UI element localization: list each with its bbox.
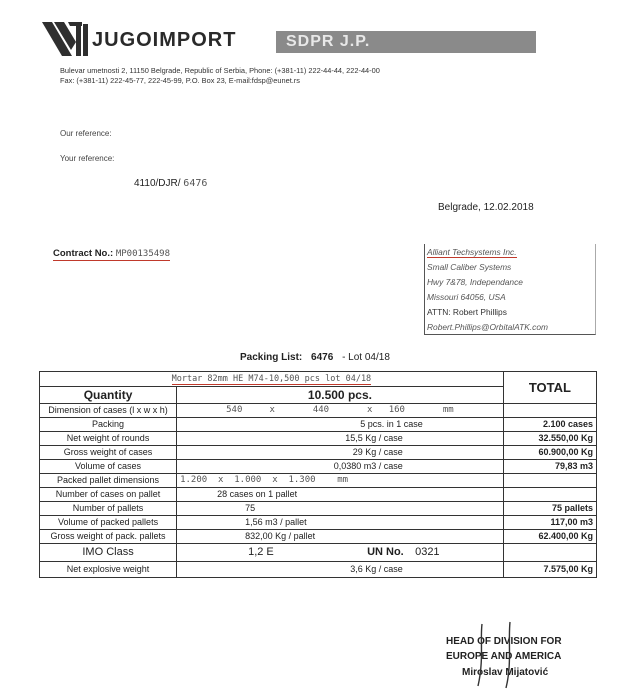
table-row <box>40 372 597 387</box>
brand-subtitle: SDPR J.P. <box>286 33 371 50</box>
row-value: 0,0380 m3 / case <box>177 460 504 474</box>
row-value: 1.200 x 1.000 x 1.300 mm <box>177 474 504 488</box>
row-total: 75 pallets <box>503 502 596 516</box>
packing-list-lot: - Lot 04/18 <box>342 352 390 363</box>
packing-list-title <box>240 352 390 363</box>
table-row <box>40 446 597 460</box>
address-line-2: Fax: (+381-11) 222-45-77, 222-45-99, P.O. Box 23, E-mail:fdsp@eunet.rs <box>60 76 300 85</box>
signature-title-1: HEAD OF DIVISION FOR <box>446 636 562 647</box>
row-total: 79,83 m3 <box>503 460 596 474</box>
row-label: Packed pallet dimensions <box>40 474 177 488</box>
recipient-line-6: Robert.Phillips@OrbitalATK.com <box>427 322 548 332</box>
packing-list-label: Packing List: <box>240 352 303 363</box>
total-header: TOTAL <box>503 372 596 404</box>
recipient-line-5: ATTN: Robert Phillips <box>427 307 507 317</box>
reference-prefix: 4110/DJR/ <box>134 178 181 189</box>
brand-name: JUGOIMPORT <box>92 29 237 51</box>
row-total <box>503 544 596 562</box>
company-logo-icon <box>42 22 92 56</box>
imo-un-cell <box>177 544 504 562</box>
row-label: Number of cases on pallet <box>40 488 177 502</box>
product-description: Mortar 82mm HE M74-10,500 pcs lot 04/18 <box>171 374 372 384</box>
row-total: 2.100 cases <box>503 418 596 432</box>
product-cell <box>40 372 504 387</box>
address-line-1: Bulevar umetnosti 2, 11150 Belgrade, Republic of Serbia, Phone: (+381-11) 222-44-44, 222-44-00 <box>60 66 380 75</box>
document-date: Belgrade, 12.02.2018 <box>438 202 534 213</box>
row-label: Gross weight of cases <box>40 446 177 460</box>
table-row <box>40 474 597 488</box>
row-total <box>503 474 596 488</box>
recipient-line-3: Hwy 7&78, Independance <box>427 277 523 287</box>
row-value: 29 Kg / case <box>177 446 504 460</box>
row-total: 117,00 m3 <box>503 516 596 530</box>
row-value: 1,56 m3 / pallet <box>177 516 504 530</box>
row-total: 60.900,00 Kg <box>503 446 596 460</box>
row-value: 75 <box>177 502 504 516</box>
quantity-value: 10.500 pcs. <box>177 387 504 404</box>
table-row <box>40 404 597 418</box>
row-value: 540 x 440 x 160 mm <box>177 404 504 418</box>
row-label: Volume of cases <box>40 460 177 474</box>
nep-value: 3,6 Kg / case <box>177 562 504 578</box>
nep-label: Net explosive weight <box>40 562 177 578</box>
handwritten-signature-icon <box>470 620 530 690</box>
contract-label: Contract No.: <box>53 248 114 259</box>
table-row <box>40 418 597 432</box>
row-label: Net weight of rounds <box>40 432 177 446</box>
quantity-label: Quantity <box>40 387 177 404</box>
packing-list-number: 6476 <box>311 352 334 363</box>
row-total <box>503 404 596 418</box>
your-reference-label: Your reference: <box>60 154 115 163</box>
row-label: Packing <box>40 418 177 432</box>
table-row <box>40 544 597 562</box>
table-row <box>40 432 597 446</box>
row-value: 15,5 Kg / case <box>177 432 504 446</box>
recipient-line-1: Alliant Techsystems Inc. <box>427 247 517 257</box>
table-row <box>40 516 597 530</box>
row-label: Volume of packed pallets <box>40 516 177 530</box>
imo-class-value: 1,2 E <box>248 546 274 558</box>
table-row <box>40 530 597 544</box>
contract-value: MP00135498 <box>115 249 170 259</box>
row-total: 62.400,00 Kg <box>503 530 596 544</box>
table-row <box>40 502 597 516</box>
row-label: Number of pallets <box>40 502 177 516</box>
table-row <box>40 460 597 474</box>
nep-total: 7.575,00 Kg <box>503 562 596 578</box>
reference-value <box>134 178 207 189</box>
our-reference-label: Our reference: <box>60 129 112 138</box>
table-row <box>40 562 597 578</box>
row-total <box>503 488 596 502</box>
row-label: Gross weight of pack. pallets <box>40 530 177 544</box>
recipient-line-4: Missouri 64056, USA <box>427 292 506 302</box>
contract-number <box>53 248 170 261</box>
packing-table <box>39 371 597 578</box>
imo-class-label: IMO Class <box>40 544 177 562</box>
row-value: 5 pcs. in 1 case <box>177 418 504 432</box>
un-number-label: UN No. <box>367 546 404 558</box>
un-number-value: 0321 <box>415 546 440 558</box>
table-row <box>40 488 597 502</box>
row-value: 28 cases on 1 pallet <box>177 488 504 502</box>
recipient-line-2: Small Caliber Systems <box>427 262 512 272</box>
reference-number: 6476 <box>183 178 208 189</box>
signatory-name: Miroslav Mijatović <box>462 667 549 678</box>
row-value: 832,00 Kg / pallet <box>177 530 504 544</box>
row-label: Dimension of cases (l x w x h) <box>40 404 177 418</box>
row-total: 32.550,00 Kg <box>503 432 596 446</box>
signature-title-2: EUROPE AND AMERICA <box>446 651 562 662</box>
